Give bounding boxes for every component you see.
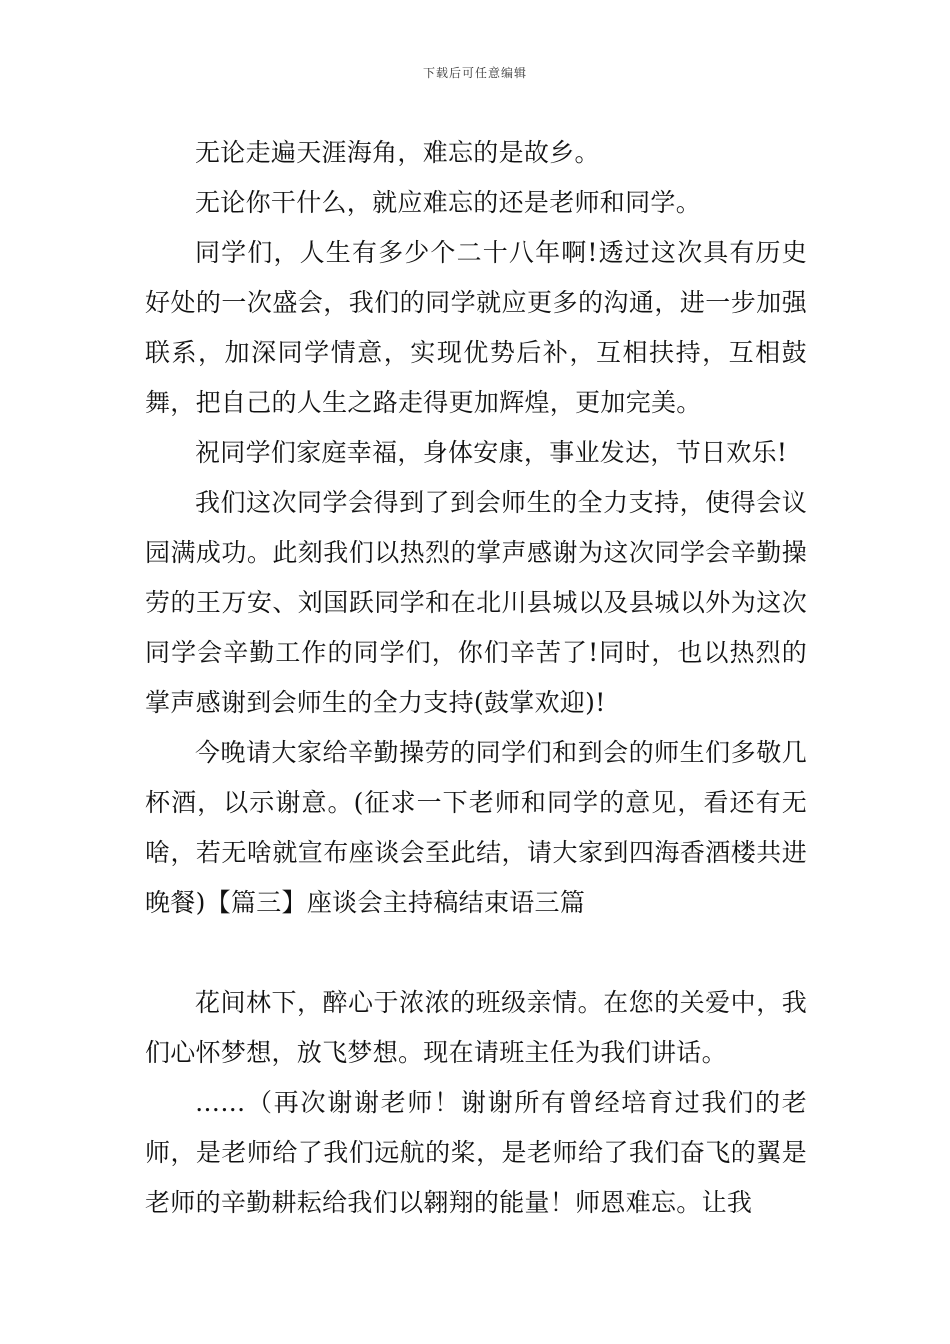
paragraph-2: 无论你干什么，就应难忘的还是老师和同学。: [195, 188, 702, 217]
paragraph-6: 今晚请大家给辛勤操劳的同学们和到会的师生们多敬几杯酒，以示谢意。(征求一下老师和同学的意见，看还有无啥，若无啥就宣布座谈会至此结，请大家到四海香酒楼共进晚餐)【篇三】座谈会主持稿结束语三篇: [145, 738, 807, 917]
paragraph-4: 祝同学们家庭幸福，身体安康，事业发达，节日欢乐!: [195, 438, 788, 467]
paragraph-8: ……（再次谢谢老师！谢谢所有曾经培育过我们的老师，是老师给了我们远航的桨，是老师给了我们奋飞的翼是老师的辛勤耕耘给我们以翱翔的能量！师恩难忘。让我: [145, 1088, 807, 1217]
section-spacer: [145, 928, 807, 978]
document-body: [145, 128, 807, 1228]
paragraph-3: 同学们，人生有多少个二十八年啊!透过这次具有历史好处的一次盛会，我们的同学就应更多的沟通，进一步加强联系，加深同学情意，实现优势后补，互相扶持，互相鼓舞，把自己的人生之路走得更加辉煌，更加完美。: [145, 238, 807, 417]
paragraph-7: 花间林下，醉心于浓浓的班级亲情。在您的关爱中，我们心怀梦想，放飞梦想。现在请班主任为我们讲话。: [145, 988, 807, 1067]
page-header-note: 下载后可任意编辑: [422, 66, 527, 80]
paragraph-1: 无论走遍天涯海角，难忘的是故乡。: [195, 138, 600, 167]
paragraph-5: 我们这次同学会得到了到会师生的全力支持，使得会议园满成功。此刻我们以热烈的掌声感谢为这次同学会辛勤操劳的王万安、刘国跃同学和在北川县城以及县城以外为这次同学会辛勤工作的同学们，你们辛苦了!同时，也以热烈的掌声感谢到会师生的全力支持(鼓掌欢迎)!: [145, 488, 807, 717]
